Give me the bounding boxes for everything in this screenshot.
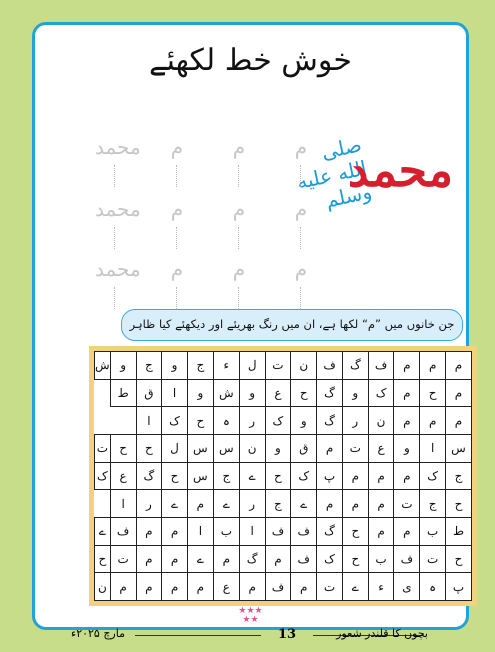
grid-cell[interactable]: ح <box>187 407 213 435</box>
grid-cell[interactable]: م <box>368 462 394 490</box>
grid-cell[interactable]: ے <box>291 490 317 518</box>
grid-cell[interactable]: م <box>162 517 188 545</box>
grid-cell[interactable]: ب <box>213 517 239 545</box>
grid-cell[interactable]: ن <box>95 573 111 601</box>
footer-rule-left <box>135 635 261 636</box>
grid-cell[interactable]: م <box>394 379 420 407</box>
grid-cell[interactable]: ع <box>110 462 136 490</box>
grid-cell[interactable]: ج <box>136 352 162 380</box>
trace-letter: م <box>294 197 308 221</box>
grid-row <box>95 407 472 435</box>
grid-cell[interactable]: م <box>394 517 420 545</box>
grid-cell[interactable]: ے <box>187 545 213 573</box>
letter-grid <box>89 346 477 606</box>
grid-cell[interactable]: م <box>446 379 472 407</box>
grid-cell[interactable]: ر <box>136 490 162 518</box>
grid-cell[interactable]: گ <box>317 379 343 407</box>
grid-cell[interactable]: ج <box>446 462 472 490</box>
grid-cell[interactable]: م <box>110 573 136 601</box>
trace-dots <box>238 165 240 187</box>
grid-cell[interactable]: ت <box>342 434 368 462</box>
grid-row <box>95 573 472 601</box>
grid-cell[interactable]: ش <box>95 352 111 380</box>
grid-cell[interactable]: ج <box>213 462 239 490</box>
grid-cell[interactable]: م <box>291 573 317 601</box>
trace-dots <box>238 227 240 249</box>
grid-cell[interactable]: م <box>239 573 265 601</box>
grid-cell[interactable]: م <box>394 352 420 380</box>
grid-cell[interactable]: و <box>187 379 213 407</box>
grid-cell[interactable]: س <box>187 462 213 490</box>
grid-cell[interactable]: ک <box>291 462 317 490</box>
grid-cell[interactable]: ح <box>136 434 162 462</box>
grid-row <box>95 379 472 407</box>
grid-cell[interactable]: ج <box>420 490 446 518</box>
grid-cell[interactable]: س <box>446 434 472 462</box>
grid-cell[interactable]: ء <box>213 352 239 380</box>
grid-cell[interactable]: ن <box>239 434 265 462</box>
grid-cell[interactable]: و <box>110 352 136 380</box>
grid-cell[interactable]: ر <box>239 490 265 518</box>
grid-cell[interactable]: ع <box>213 573 239 601</box>
grid-cell[interactable]: ہ <box>213 407 239 435</box>
grid-cell[interactable]: م <box>187 490 213 518</box>
trace-dots <box>176 287 178 309</box>
grid-cell[interactable]: م <box>317 434 343 462</box>
grid-cell[interactable]: م <box>162 573 188 601</box>
grid-cell[interactable]: ء <box>368 573 394 601</box>
grid-cell[interactable]: و <box>342 379 368 407</box>
grid-cell[interactable]: ک <box>368 379 394 407</box>
grid-cell[interactable]: ش <box>213 379 239 407</box>
page-card <box>32 22 469 642</box>
grid-cell[interactable]: ت <box>110 545 136 573</box>
tracing-practice <box>95 135 325 305</box>
grid-cell[interactable]: ل <box>239 352 265 380</box>
trace-row <box>95 257 325 297</box>
trace-letter: م <box>232 197 246 221</box>
grid-cell[interactable]: م <box>446 352 472 380</box>
grid-cell[interactable]: ن <box>368 407 394 435</box>
trace-letter: م <box>170 257 184 281</box>
grid-cell[interactable]: ح <box>342 517 368 545</box>
trace-dots <box>176 227 178 249</box>
grid-cell[interactable]: و <box>265 434 291 462</box>
grid-cell[interactable]: م <box>446 407 472 435</box>
grid-cell[interactable]: م <box>420 352 446 380</box>
grid-cell[interactable]: م <box>136 517 162 545</box>
grid-cell[interactable]: ج <box>265 490 291 518</box>
stars-top: ★★★ <box>238 606 263 616</box>
grid-cell[interactable]: ک <box>317 545 343 573</box>
grid-cell[interactable]: ط <box>446 517 472 545</box>
grid-cell[interactable]: ن <box>291 352 317 380</box>
grid-cell[interactable]: گ <box>136 462 162 490</box>
page-footer <box>35 627 466 643</box>
grid-cell[interactable]: ف <box>317 352 343 380</box>
grid-cell[interactable]: ت <box>420 545 446 573</box>
grid-cell[interactable]: ی <box>394 573 420 601</box>
grid-cell[interactable]: م <box>342 462 368 490</box>
trace-letter: م <box>232 257 246 281</box>
grid-cell[interactable]: ح <box>291 379 317 407</box>
grid-row <box>95 352 472 380</box>
grid-cell[interactable]: م <box>136 573 162 601</box>
instruction-banner: جن خانوں میں ”م“ لکھا ہے، ان میں رنگ بھریئے اور دیکھئے کیا ظاہر <box>121 309 463 341</box>
grid-cell[interactable]: ا <box>187 517 213 545</box>
name-heading: محمد <box>347 143 453 197</box>
trace-letter: م <box>294 135 308 159</box>
trace-dots <box>114 165 116 187</box>
grid-cell[interactable]: ا <box>239 517 265 545</box>
trace-letter: م <box>294 257 308 281</box>
grid-cell[interactable]: ح <box>342 545 368 573</box>
footer-magazine: بچوں کا قلندر شعور <box>336 627 428 640</box>
grid-cell[interactable]: ح <box>446 545 472 573</box>
honorific: صلى الله عليه وسلم <box>294 132 374 213</box>
trace-dots <box>300 227 302 249</box>
grid-cell[interactable]: گ <box>239 545 265 573</box>
grid-cell[interactable]: ا <box>110 490 136 518</box>
grid-cell[interactable]: ف <box>368 352 394 380</box>
trace-dots <box>176 165 178 187</box>
grid-cell[interactable]: ف <box>110 517 136 545</box>
grid-cell[interactable]: ت <box>95 434 111 462</box>
grid-cell[interactable]: م <box>136 545 162 573</box>
trace-word: محمد <box>95 197 141 221</box>
grid-cell[interactable]: ک <box>162 407 188 435</box>
trace-letter: م <box>170 135 184 159</box>
grid-row <box>95 517 472 545</box>
grid-row <box>95 490 472 518</box>
grid-cell[interactable]: م <box>162 545 188 573</box>
grid-cell[interactable]: م <box>394 462 420 490</box>
grid-cell[interactable]: گ <box>342 352 368 380</box>
grid-cell[interactable]: ے <box>239 462 265 490</box>
stars-ornament <box>35 607 466 625</box>
trace-dots <box>114 287 116 309</box>
grid-cell[interactable]: ج <box>187 352 213 380</box>
grid-cell[interactable]: ل <box>162 434 188 462</box>
grid-cell[interactable]: ت <box>265 352 291 380</box>
grid-cell[interactable]: ا <box>136 407 162 435</box>
grid-cell[interactable]: ع <box>368 434 394 462</box>
page-number: 13 <box>277 627 297 642</box>
grid-table <box>94 351 472 601</box>
grid-cell[interactable]: س <box>187 434 213 462</box>
grid-cell[interactable]: و <box>162 352 188 380</box>
grid-cell[interactable]: ح <box>265 462 291 490</box>
grid-cell[interactable]: ف <box>265 517 291 545</box>
grid-cell[interactable]: ت <box>317 573 343 601</box>
grid-cell[interactable]: ے <box>95 517 111 545</box>
grid-cell[interactable]: ے <box>213 490 239 518</box>
trace-letter: م <box>170 197 184 221</box>
grid-cell[interactable]: ا <box>420 434 446 462</box>
grid-cell[interactable]: م <box>420 407 446 435</box>
grid-row <box>95 462 472 490</box>
grid-cell[interactable]: ر <box>342 407 368 435</box>
grid-cell[interactable]: ف <box>394 545 420 573</box>
stars-bottom: ★★ <box>242 615 259 625</box>
grid-cell[interactable]: پ <box>317 462 343 490</box>
grid-cell[interactable]: ح <box>162 462 188 490</box>
grid-cell[interactable]: ق <box>291 434 317 462</box>
trace-letter: م <box>232 135 246 159</box>
grid-cell[interactable]: ے <box>342 573 368 601</box>
trace-word: محمد <box>95 135 141 159</box>
grid-cell[interactable]: گ <box>317 407 343 435</box>
grid-cell[interactable]: ر <box>239 407 265 435</box>
grid-cell[interactable]: م <box>187 573 213 601</box>
grid-cell[interactable]: پ <box>446 573 472 601</box>
trace-dots <box>114 227 116 249</box>
grid-cell[interactable]: م <box>265 545 291 573</box>
grid-cell[interactable]: ہ <box>420 573 446 601</box>
grid-cell[interactable]: ط <box>110 379 136 407</box>
trace-dots <box>300 287 302 309</box>
trace-word: محمد <box>95 257 141 281</box>
grid-cell[interactable]: م <box>342 490 368 518</box>
grid-cell[interactable]: ف <box>291 545 317 573</box>
grid-cell[interactable]: م <box>317 490 343 518</box>
grid-cell[interactable]: ع <box>265 379 291 407</box>
grid-cell[interactable]: و <box>291 407 317 435</box>
grid-cell[interactable]: ح <box>420 379 446 407</box>
grid-cell[interactable]: ک <box>95 462 111 490</box>
grid-cell[interactable]: ب <box>420 517 446 545</box>
grid-cell[interactable]: م <box>213 545 239 573</box>
trace-row <box>95 135 325 175</box>
grid-cell[interactable]: س <box>213 434 239 462</box>
grid-cell[interactable]: م <box>368 517 394 545</box>
grid-cell[interactable]: ح <box>110 434 136 462</box>
grid-cell[interactable]: ف <box>265 573 291 601</box>
trace-dots <box>238 287 240 309</box>
trace-dots <box>300 165 302 187</box>
grid-cell[interactable]: ت <box>394 490 420 518</box>
grid-cell[interactable]: م <box>394 407 420 435</box>
grid-cell[interactable]: ب <box>368 545 394 573</box>
grid-cell[interactable]: ک <box>265 407 291 435</box>
grid-cell[interactable]: ف <box>291 517 317 545</box>
grid-cell[interactable]: م <box>368 490 394 518</box>
grid-cell[interactable]: ق <box>136 379 162 407</box>
grid-cell[interactable]: ح <box>446 490 472 518</box>
grid-cell[interactable]: ا <box>162 379 188 407</box>
grid-cell[interactable]: ے <box>162 490 188 518</box>
grid-row <box>95 434 472 462</box>
grid-cell[interactable]: گ <box>317 517 343 545</box>
page-title: خوش خط لکھئے <box>149 43 352 78</box>
grid-row <box>95 545 472 573</box>
grid-cell[interactable]: ک <box>420 462 446 490</box>
grid-cell[interactable]: و <box>239 379 265 407</box>
grid-cell[interactable]: و <box>394 434 420 462</box>
grid-cell[interactable]: ح <box>95 545 111 573</box>
trace-row <box>95 197 325 237</box>
footer-date: مارچ ۲۰۲۵ء <box>71 627 125 640</box>
